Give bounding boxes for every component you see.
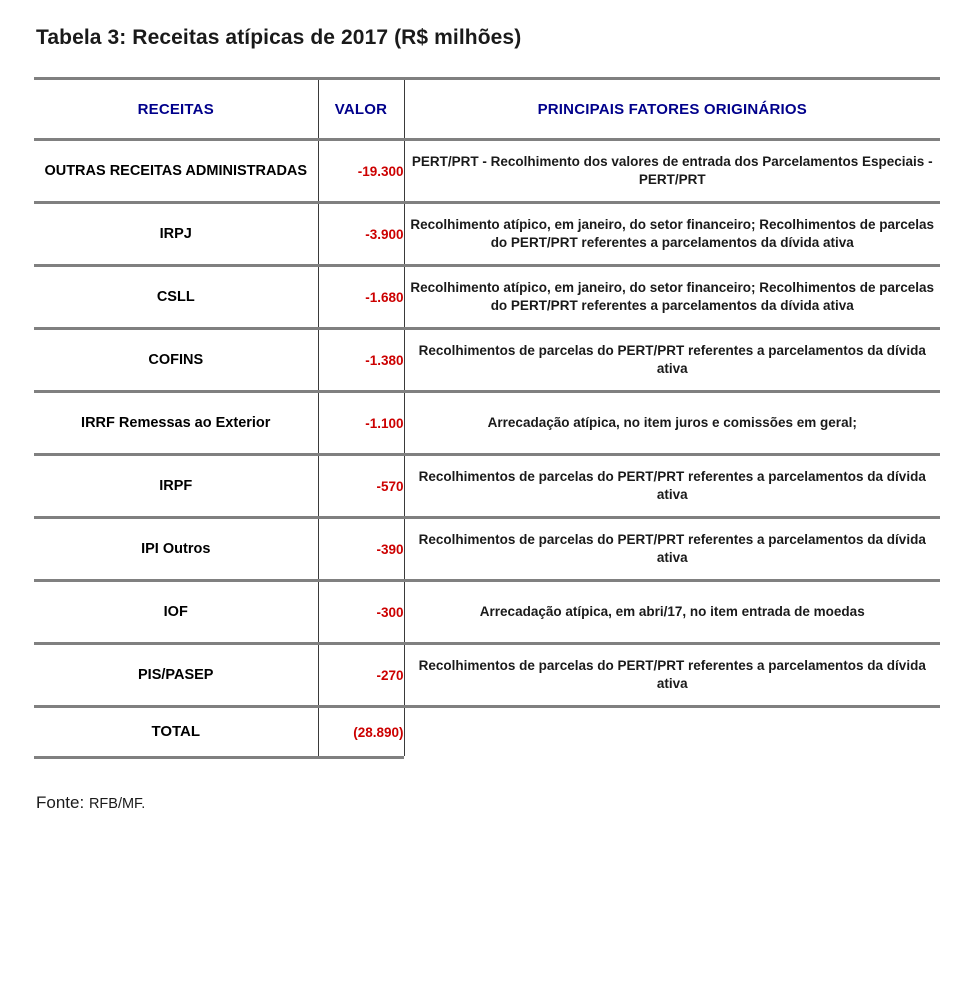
cell-receita: IRRF Remessas ao Exterior xyxy=(34,392,318,455)
page-title: Tabela 3: Receitas atípicas de 2017 (R$ milhões) xyxy=(36,26,522,49)
cell-receita: CSLL xyxy=(34,266,318,329)
table-total-row xyxy=(34,707,940,757)
cell-fator: Recolhimentos de parcelas do PERT/PRT referentes a parcelamentos da dívida ativa xyxy=(404,329,940,392)
table-container xyxy=(34,77,940,759)
table-row xyxy=(34,266,940,329)
cell-total-fator xyxy=(404,707,940,757)
cell-total-label: TOTAL xyxy=(34,707,318,757)
cell-valor: -1.100 xyxy=(318,392,404,455)
cell-valor: -1.380 xyxy=(318,329,404,392)
cell-fator: Arrecadação atípica, no item juros e comissões em geral; xyxy=(404,392,940,455)
cell-valor: -570 xyxy=(318,455,404,518)
cell-fator: PERT/PRT - Recolhimento dos valores de entrada dos Parcelamentos Especiais - PERT/PRT xyxy=(404,140,940,203)
cell-receita: IOF xyxy=(34,581,318,644)
column-header-fatores: PRINCIPAIS FATORES ORIGINÁRIOS xyxy=(404,79,940,140)
cell-fator: Recolhimentos de parcelas do PERT/PRT referentes a parcelamentos da dívida ativa xyxy=(404,644,940,707)
cell-fator: Recolhimentos de parcelas do PERT/PRT referentes a parcelamentos da dívida ativa xyxy=(404,455,940,518)
table-header-row xyxy=(34,79,940,140)
cell-fator: Recolhimento atípico, em janeiro, do setor financeiro; Recolhimentos de parcelas do PERT/PRT referentes a parcelamentos da dívida ativa xyxy=(404,203,940,266)
table-row xyxy=(34,644,940,707)
source-value: RFB/MF. xyxy=(88,796,146,812)
cell-fator: Arrecadação atípica, em abri/17, no item entrada de moedas xyxy=(404,581,940,644)
table-row xyxy=(34,392,940,455)
cell-valor: -3.900 xyxy=(318,203,404,266)
cell-valor: -390 xyxy=(318,518,404,581)
cell-receita: PIS/PASEP xyxy=(34,644,318,707)
cell-receita: OUTRAS RECEITAS ADMINISTRADAS xyxy=(34,140,318,203)
table-row xyxy=(34,203,940,266)
cell-valor: -270 xyxy=(318,644,404,707)
cell-receita: IPI Outros xyxy=(34,518,318,581)
cell-valor: -300 xyxy=(318,581,404,644)
cell-fator: Recolhimentos de parcelas do PERT/PRT referentes a parcelamentos da dívida ativa xyxy=(404,518,940,581)
source-label: Fonte: xyxy=(36,793,85,812)
source-note xyxy=(34,793,941,813)
table-row xyxy=(34,518,940,581)
cell-fator: Recolhimento atípico, em janeiro, do setor financeiro; Recolhimentos de parcelas do PERT/PRT referentes a parcelamentos da dívida ativa xyxy=(404,266,940,329)
table-row xyxy=(34,581,940,644)
cell-receita: IRPJ xyxy=(34,203,318,266)
cell-receita: IRPF xyxy=(34,455,318,518)
column-header-receitas: RECEITAS xyxy=(34,79,318,140)
cell-valor: -1.680 xyxy=(318,266,404,329)
column-header-valor: VALOR xyxy=(318,79,404,140)
cell-receita: COFINS xyxy=(34,329,318,392)
table-row xyxy=(34,329,940,392)
table-row xyxy=(34,455,940,518)
cell-valor: -19.300 xyxy=(318,140,404,203)
table-bottom-rule xyxy=(34,756,404,759)
receitas-atipicas-table xyxy=(34,77,940,756)
table-row xyxy=(34,140,940,203)
cell-total-valor: (28.890) xyxy=(318,707,404,757)
